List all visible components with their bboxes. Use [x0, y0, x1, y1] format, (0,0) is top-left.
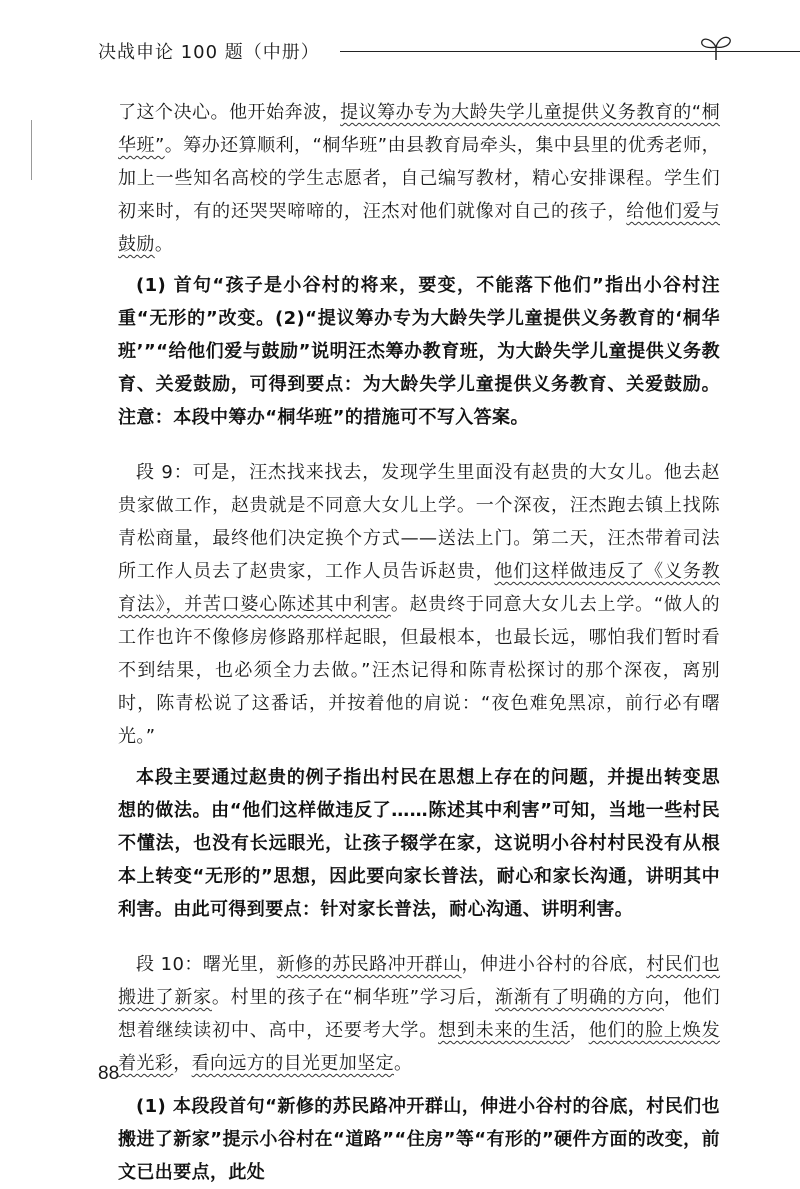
- text-run: 段 10：曙光里，: [136, 954, 277, 975]
- scan-mark: [31, 120, 34, 180]
- paragraph-passage-continuation: [118, 96, 720, 261]
- text-run: ，伸进小谷村的谷底，: [461, 954, 647, 975]
- underlined-phrase: 他们的脸上焕发着光彩: [118, 1020, 720, 1074]
- header-title: 决战申论 100 题（中册）: [98, 42, 320, 63]
- underlined-phrase: 渐渐有了明确的方向: [495, 987, 665, 1008]
- underlined-phrase: 提议筹办专为大龄失学儿童提供义务教育的“桐华班”: [118, 102, 720, 156]
- text-run: ，: [173, 1053, 192, 1074]
- running-header: [98, 38, 728, 72]
- paragraph-passage-9: [118, 456, 720, 753]
- underlined-phrase: 村民们也搬进了新家: [118, 954, 721, 1008]
- text-run: 。筹办还算顺利，“桐华班”由县教育局牵头，集中县里的优秀老师，加上一些知名高校的学生志愿者，自己编写教材，精心安排课程。学生们初来时，有的还哭哭啼啼的，汪杰对他们就像对自己的孩子，: [118, 135, 720, 222]
- text-run: ，: [569, 1020, 589, 1041]
- text-run: 。: [154, 234, 174, 255]
- page-body: [118, 96, 720, 1189]
- underlined-phrase: 给他们爱与鼓励: [118, 201, 720, 255]
- text-run: 。村里的孩子在“桐华班”学习后，: [211, 987, 496, 1008]
- text-run: 。赵贵终于同意大女儿去上学。“做人的工作也许不像修房修路那样起眼，但最根本，也最长远，哪怕我们暂时看不到结果，也必须全力去做。”汪杰记得和陈青松探讨的那个深夜，离别时，陈青松说了这番话，并按着他的肩说：“夜色难免黑凉，前行必有曙光。”: [118, 594, 720, 747]
- text-run: 段 9：可是，汪杰找来找去，发现学生里面没有赵贵的大女儿。他去赵贵家做工作，赵贵就是不同意大女儿上学。一个深夜，汪杰跑去镇上找陈青松商量，最终他们决定换个方式——送法上门。第二天，汪杰带着司法所工作人员去了赵贵家，工作人员告诉赵贵，: [118, 462, 720, 582]
- underlined-phrase: 想到未来的生活: [438, 1020, 570, 1041]
- page-number: 88: [98, 1063, 120, 1084]
- underlined-phrase: 他们这样做违反了《义务教育法》，并苦口婆心陈述其中利害: [118, 561, 720, 615]
- underlined-phrase: 看向远方的目光更加坚定: [191, 1053, 395, 1074]
- text-run: 了这个决心。他开始奔波，: [118, 102, 341, 123]
- paragraph-analysis-1: (1) 首句“孩子是小谷村的将来，要变，不能落下他们”指出小谷村注重“无形的”改变。(2)“提议筹办专为大龄失学儿童提供义务教育的‘桐华班’”“给他们爱与鼓励”说明汪杰筹办教育班，为大龄失学儿童提供义务教育、关爱鼓励，可得到要点：为大龄失学儿童提供义务教育、关爱鼓励。注意：本段中筹办“桐华班”的措施可不写入答案。: [118, 275, 720, 428]
- paragraph-analysis-3: (1) 本段段首句“新修的苏民路冲开群山，伸进小谷村的谷底，村民们也搬进了新家”提示小谷村在“道路”“住房”等“有形的”硬件方面的改变，前文已出要点，此处: [118, 1096, 720, 1183]
- underlined-phrase: 新修的苏民路冲开群山: [276, 954, 462, 975]
- text-run: 。: [394, 1053, 413, 1074]
- paragraph-passage-10: [118, 948, 720, 1080]
- paragraph-analysis-2: 本段主要通过赵贵的例子指出村民在思想上存在的问题，并提出转变思想的做法。由“他们这样做违反了……陈述其中利害”可知，当地一些村民不懂法，也没有长远眼光，让孩子辍学在家，这说明小谷村村民没有从根本上转变“无形的”思想，因此要向家长普法，耐心和家长沟通，讲明其中利害。由此可得到要点：针对家长普法，耐心沟通、讲明利害。: [118, 767, 720, 920]
- text-run: ，他们想着继续读初中、高中，还要考大学。: [118, 987, 721, 1041]
- sprout-icon: [696, 32, 736, 62]
